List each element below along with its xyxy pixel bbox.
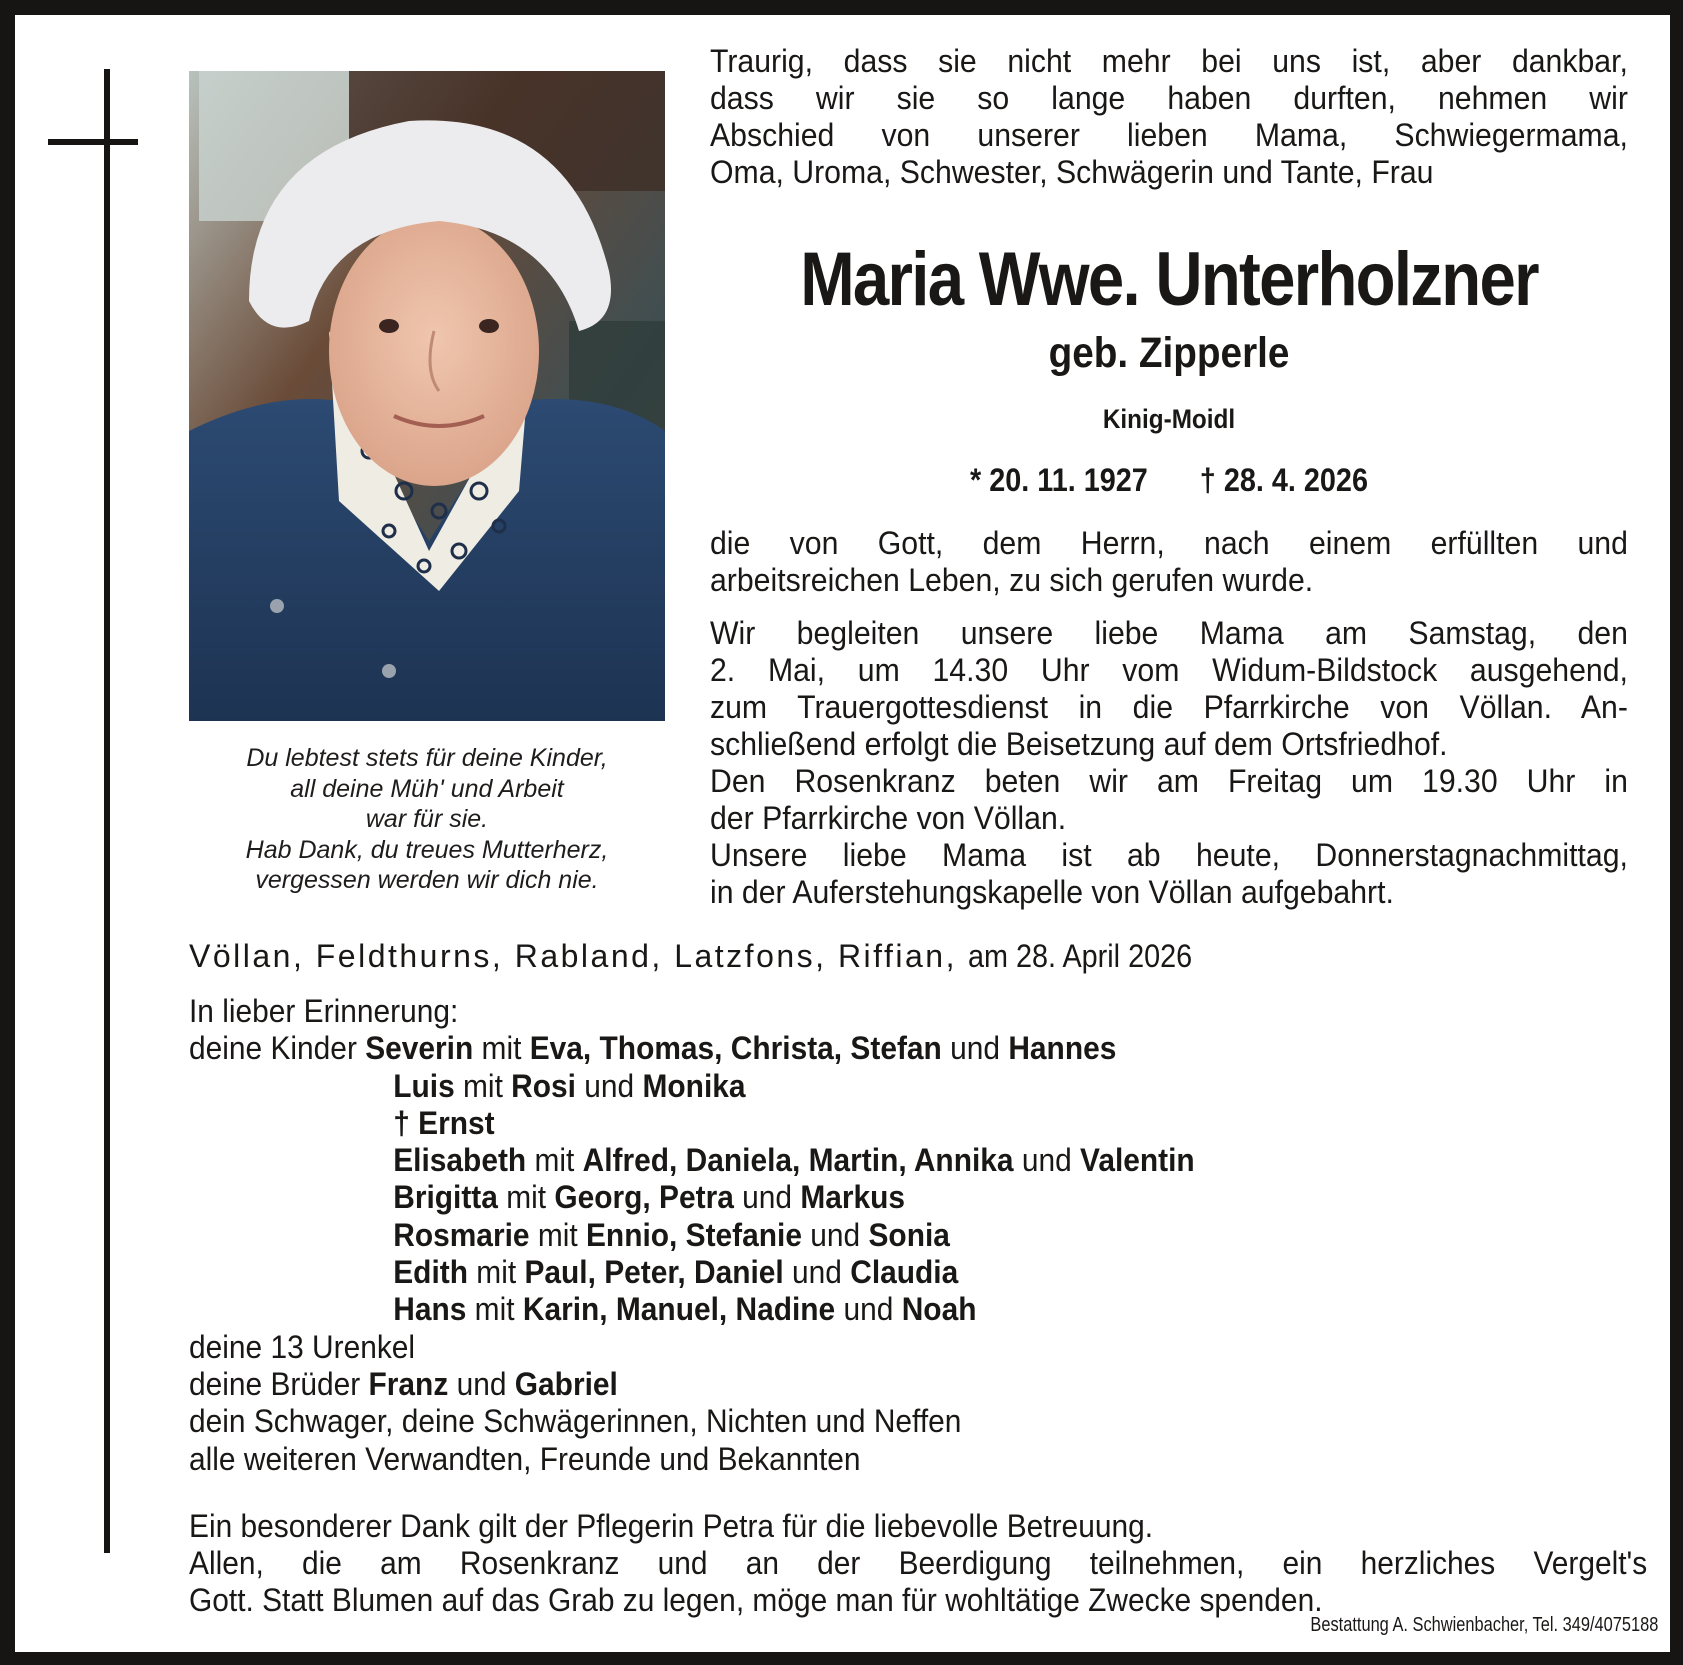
verse-line: all deine Müh' und Arbeit	[290, 774, 564, 803]
body-line: schließend erfolgt die Beisetzung auf dem Ortsfriedhof.	[710, 726, 1448, 762]
child-row	[189, 1105, 1195, 1142]
child-family-last: Monika	[642, 1067, 746, 1104]
connector: mit	[476, 1254, 517, 1291]
brothers-row	[189, 1366, 1195, 1403]
great-grandchildren: deine 13 Urenkel	[189, 1328, 416, 1365]
in-laws: dein Schwager, deine Schwägerinnen, Nichten und Neffen	[189, 1403, 962, 1440]
funeral-home-footer: Bestattung A. Schwienbacher, Tel. 349/4075188	[1309, 1614, 1658, 1636]
intro-line: Abschied von unserer lieben Mama, Schwiegermama,	[710, 117, 1628, 153]
body-line: arbeitsreichen Leben, zu sich gerufen wurde.	[710, 562, 1314, 598]
child-row	[189, 1142, 1195, 1179]
mourners-list	[189, 993, 1195, 1478]
connector: und	[584, 1067, 635, 1104]
child-name: Edith	[393, 1254, 468, 1291]
birth-date: * 20. 11. 1927	[970, 462, 1148, 498]
nickname: Kinig-Moidl	[1102, 404, 1236, 434]
thanks-paragraph	[189, 1508, 1647, 1619]
connector: mit	[463, 1067, 503, 1104]
body-line: Den Rosenkranz beten wir am Freitag um 19.30 Uhr in	[710, 763, 1628, 799]
life-dates	[756, 461, 1582, 499]
child-row	[189, 1030, 1195, 1067]
children-label: deine Kinder	[189, 1030, 357, 1067]
body-line: 2. Mai, um 14.30 Uhr vom Widum-Bildstock ausgehend,	[710, 652, 1628, 688]
child-family: Alfred, Daniela, Martin, Annika	[582, 1142, 1014, 1179]
child-family-last: Markus	[800, 1179, 906, 1216]
connector: mit	[481, 1030, 522, 1067]
child-family-last: Hannes	[1008, 1030, 1117, 1067]
connector: und	[456, 1365, 507, 1402]
child-family: Paul, Peter, Daniel	[524, 1254, 784, 1291]
brother-name: Franz	[368, 1365, 449, 1402]
connector: und	[742, 1179, 793, 1216]
connector: und	[843, 1291, 894, 1328]
connector: mit	[534, 1142, 575, 1179]
child-row	[189, 1254, 1195, 1291]
cross-icon-bar	[48, 139, 138, 145]
child-name: Brigitta	[393, 1179, 498, 1216]
thanks-line: Gott. Statt Blumen auf das Grab zu legen, möge man für wohltätige Zwecke spenden.	[189, 1582, 1323, 1618]
brother-name: Gabriel	[514, 1365, 618, 1402]
obituary-notice	[15, 15, 1670, 1652]
connector: mit	[537, 1216, 578, 1253]
portrait-photo	[189, 71, 665, 721]
cross-icon	[104, 69, 110, 1553]
thanks-line: Allen, die am Rosenkranz und an der Beerdigung teilnehmen, ein herzliches Vergelt's	[189, 1545, 1648, 1581]
child-family-last: Valentin	[1080, 1142, 1195, 1179]
child-name: † Ernst	[393, 1104, 495, 1141]
death-date: † 28. 4. 2026	[1199, 462, 1368, 498]
connector: mit	[474, 1291, 515, 1328]
child-row	[189, 1068, 1195, 1105]
notice-date: am 28. April 2026	[968, 938, 1193, 974]
verse-line: Hab Dank, du treues Mutterherz,	[245, 835, 609, 864]
intro-line: Traurig, dass sie nicht mehr bei uns ist, aber dankbar,	[710, 43, 1628, 79]
child-family-last: Noah	[901, 1291, 977, 1328]
connector: und	[1021, 1142, 1072, 1179]
intro-line: Oma, Uroma, Schwester, Schwägerin und Tante, Frau	[710, 154, 1434, 190]
other-relatives: alle weiteren Verwandten, Freunde und Bekannten	[189, 1440, 861, 1477]
place-and-date	[189, 937, 1217, 975]
body-line: Unsere liebe Mama ist ab heute, Donnerstagnachmittag,	[710, 837, 1628, 873]
child-family: Georg, Petra	[554, 1179, 734, 1216]
child-family-last: Claudia	[850, 1254, 959, 1291]
portrait-illustration	[189, 71, 665, 721]
child-family: Rosi	[511, 1067, 576, 1104]
body-line: der Pfarrkirche von Völlan.	[710, 800, 1067, 836]
connector: und	[792, 1254, 842, 1291]
thanks-line: Ein besonderer Dank gilt der Pflegerin Petra für die liebevolle Betreuung.	[189, 1508, 1154, 1544]
body-line: die von Gott, dem Herrn, nach einem erfüllten und	[710, 525, 1628, 561]
child-family-last: Sonia	[868, 1216, 950, 1253]
child-family: Ennio, Stefanie	[585, 1216, 802, 1253]
verse-line: war für sie.	[365, 805, 489, 833]
connector: und	[810, 1216, 861, 1253]
verse-line: Du lebtest stets für deine Kinder,	[246, 744, 608, 772]
child-row	[189, 1179, 1195, 1216]
child-row	[189, 1217, 1195, 1254]
connector: mit	[506, 1179, 547, 1216]
child-family: Karin, Manuel, Nadine	[522, 1291, 836, 1328]
child-name: Luis	[393, 1067, 455, 1104]
memorial-verse	[189, 743, 665, 896]
body-paragraph-1	[710, 525, 1628, 599]
body-paragraph-2	[710, 615, 1628, 911]
child-row	[189, 1291, 1195, 1328]
intro-line: dass wir sie so lange haben durften, nehmen wir	[710, 80, 1628, 116]
places: Völlan, Feldthurns, Rabland, Latzfons, Riffian,	[189, 938, 957, 974]
deceased-name: Maria Wwe. Unterholzner	[800, 237, 1538, 322]
child-family: Eva, Thomas, Christa, Stefan	[529, 1030, 942, 1067]
body-line: Wir begleiten unsere liebe Mama am Samstag, den	[710, 615, 1628, 651]
mourners-heading: In lieber Erinnerung:	[189, 993, 459, 1029]
child-name: Rosmarie	[393, 1216, 530, 1253]
body-line: in der Auferstehungskapelle von Völlan aufgebahrt.	[710, 874, 1394, 910]
body-line: zum Trauergottesdienst in die Pfarrkirche von Völlan. An-	[710, 689, 1628, 725]
brothers-label: deine Brüder	[189, 1365, 361, 1402]
intro-paragraph	[710, 43, 1628, 191]
child-name: Hans	[393, 1291, 467, 1328]
child-name: Severin	[365, 1030, 474, 1067]
verse-line: vergessen werden wir dich nie.	[255, 866, 599, 894]
child-name: Elisabeth	[393, 1142, 527, 1179]
connector: und	[950, 1030, 1001, 1067]
maiden-name: geb. Zipperle	[1048, 329, 1290, 377]
